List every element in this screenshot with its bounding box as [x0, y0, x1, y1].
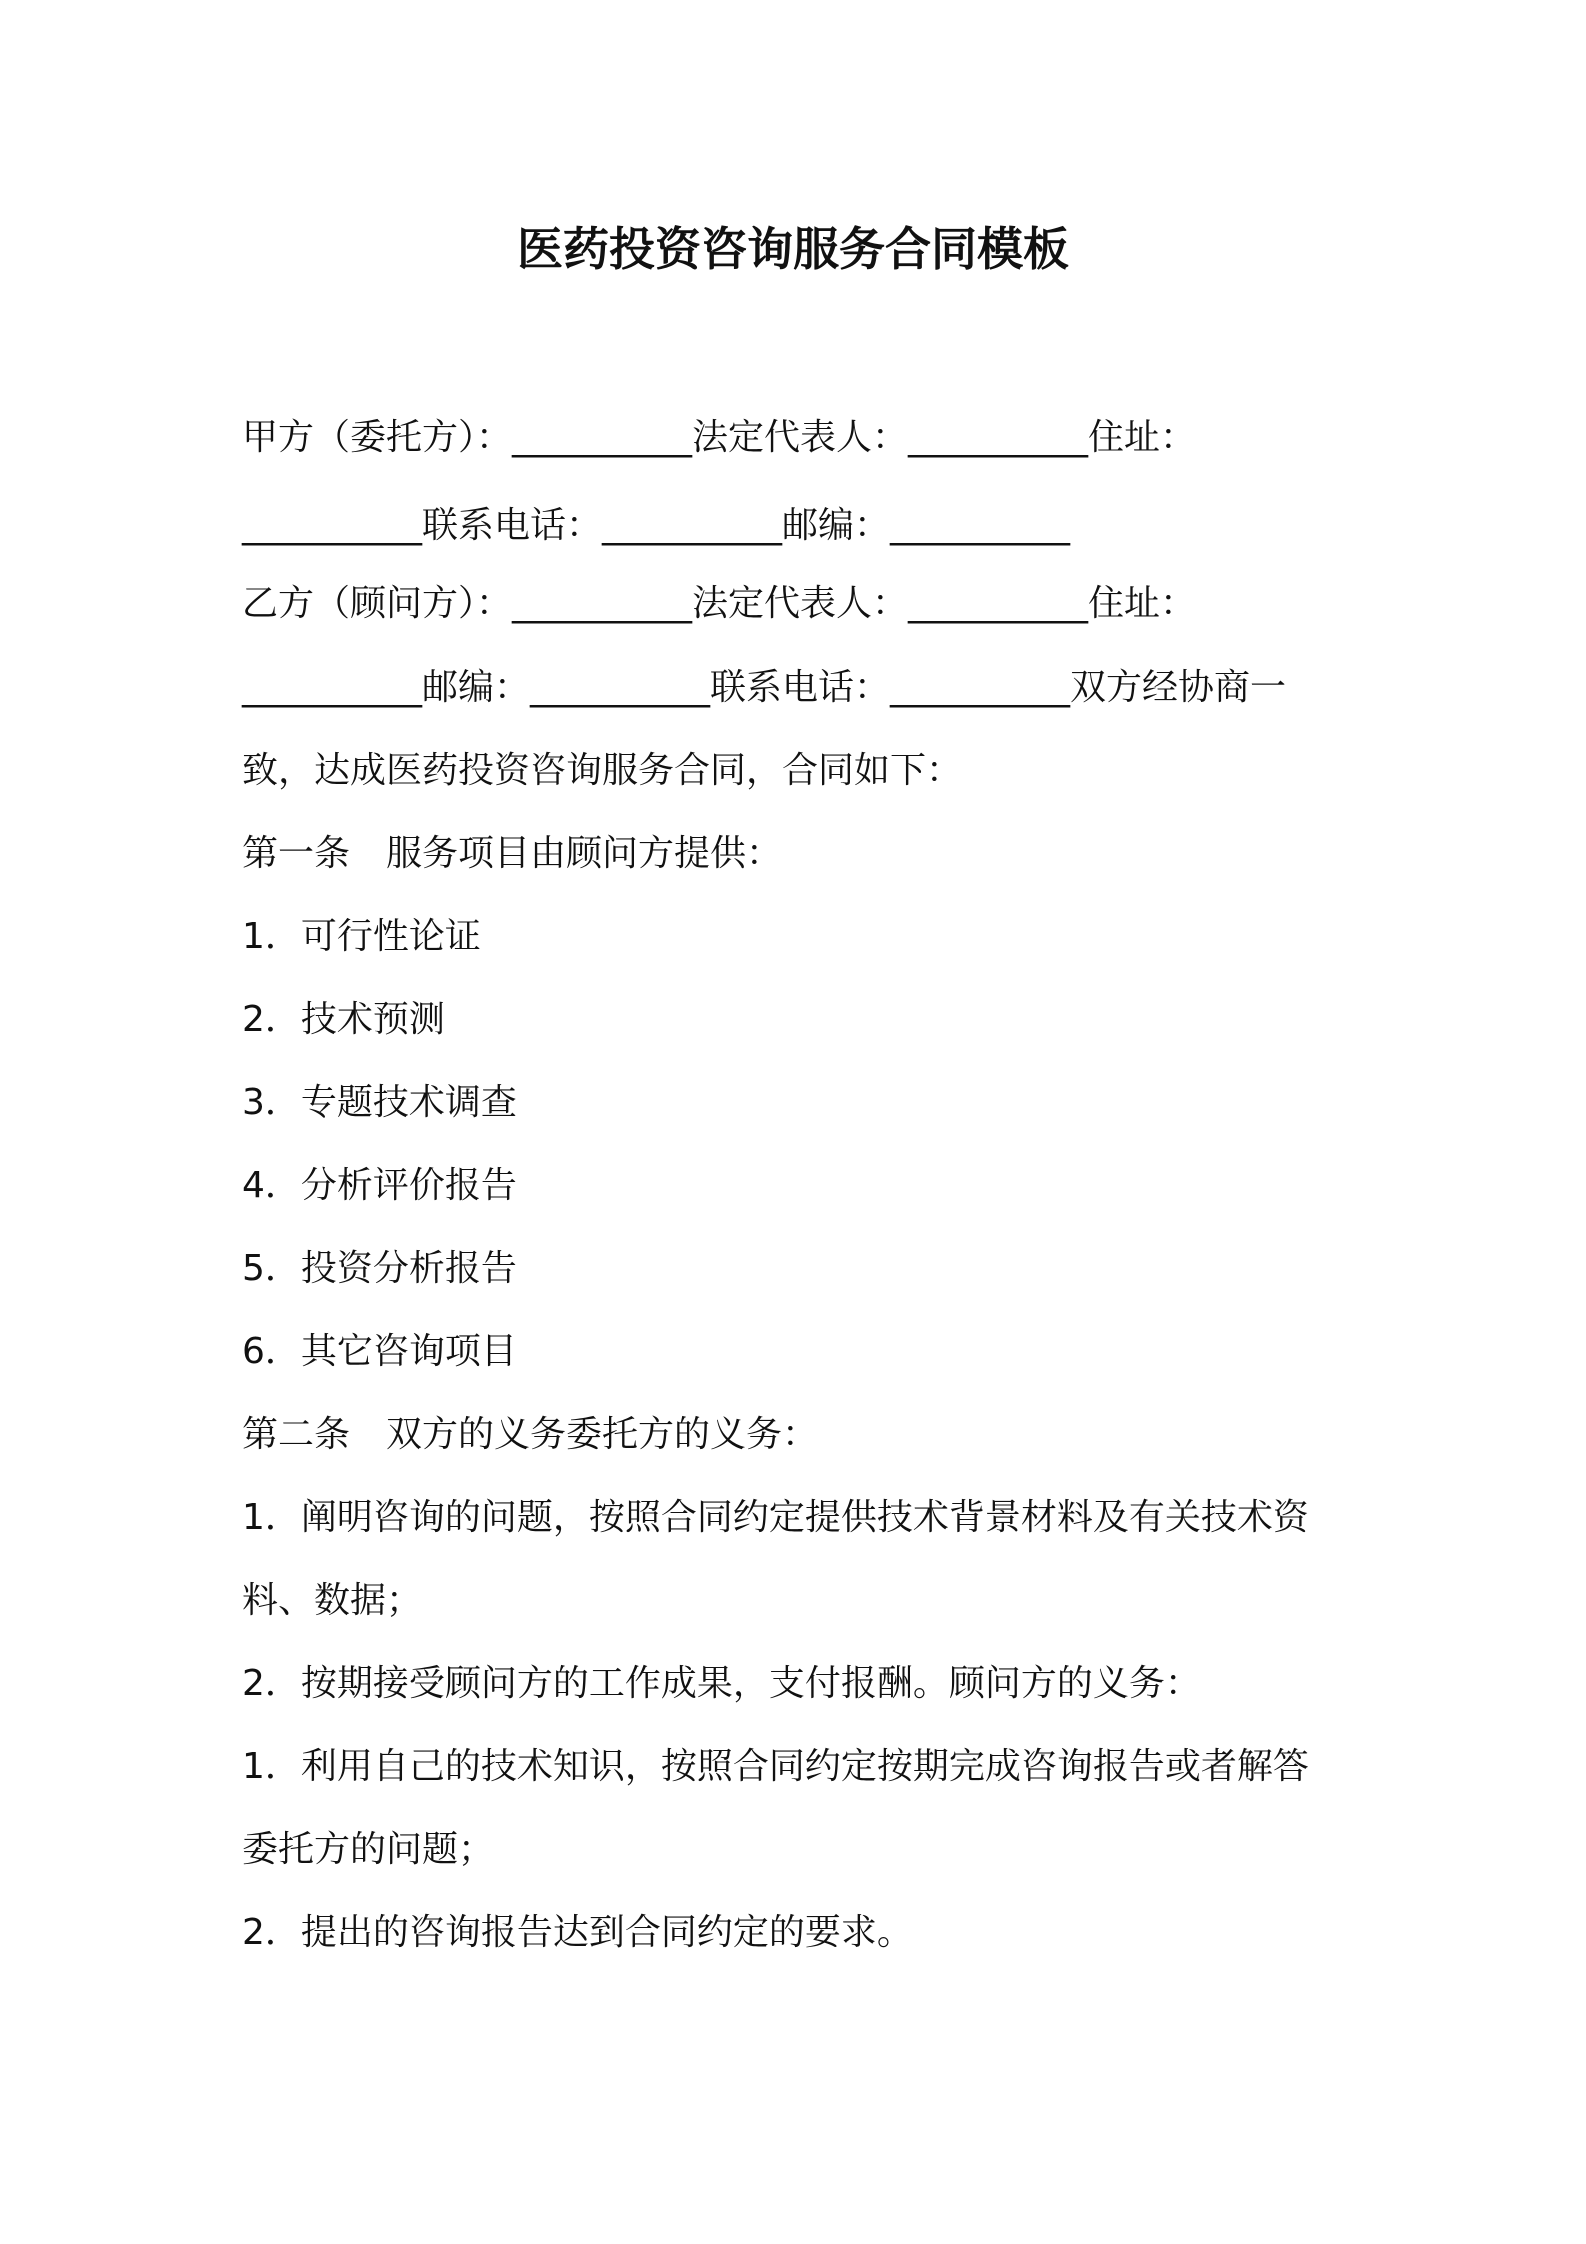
- list-item: 2．提出的咨询报告达到合同约定的要求。: [242, 1912, 913, 1953]
- list-item: 4．分析评价报告: [242, 1165, 517, 1206]
- party-a-line-2: __________联系电话：__________邮编：__________: [242, 505, 1071, 546]
- list-item: 1．阐明咨询的问题，按照合同约定提供技术背景材料及有关技术资: [242, 1497, 1309, 1538]
- party-b-line-2: __________邮编：__________联系电话：__________双方经协商一: [242, 667, 1287, 708]
- agreement-line: 致，达成医药投资咨询服务合同，合同如下：: [242, 750, 963, 791]
- list-item: 2．按期接受顾问方的工作成果，支付报酬。顾问方的义务：: [242, 1663, 1201, 1704]
- list-item: 1．可行性论证: [242, 916, 481, 957]
- list-item-continued: 委托方的问题；: [242, 1829, 495, 1870]
- article-1-heading: 第一条 服务项目由顾问方提供：: [242, 833, 783, 874]
- list-item: 2．技术预测: [242, 999, 445, 1040]
- list-item: 6．其它咨询项目: [242, 1331, 517, 1372]
- list-item-continued: 料、数据；: [242, 1580, 423, 1621]
- list-item: 3．专题技术调查: [242, 1082, 517, 1123]
- list-item: 1．利用自己的技术知识，按照合同约定按期完成咨询报告或者解答: [242, 1746, 1309, 1787]
- list-item: 5．投资分析报告: [242, 1248, 517, 1289]
- document-title: 医药投资咨询服务合同模板: [517, 222, 1069, 276]
- party-a-line-1: 甲方（委托方）：__________法定代表人：__________住址：: [242, 417, 1197, 458]
- party-b-line-1: 乙方（顾问方）：__________法定代表人：__________住址：: [242, 583, 1197, 624]
- article-2-heading: 第二条 双方的义务委托方的义务：: [242, 1414, 819, 1455]
